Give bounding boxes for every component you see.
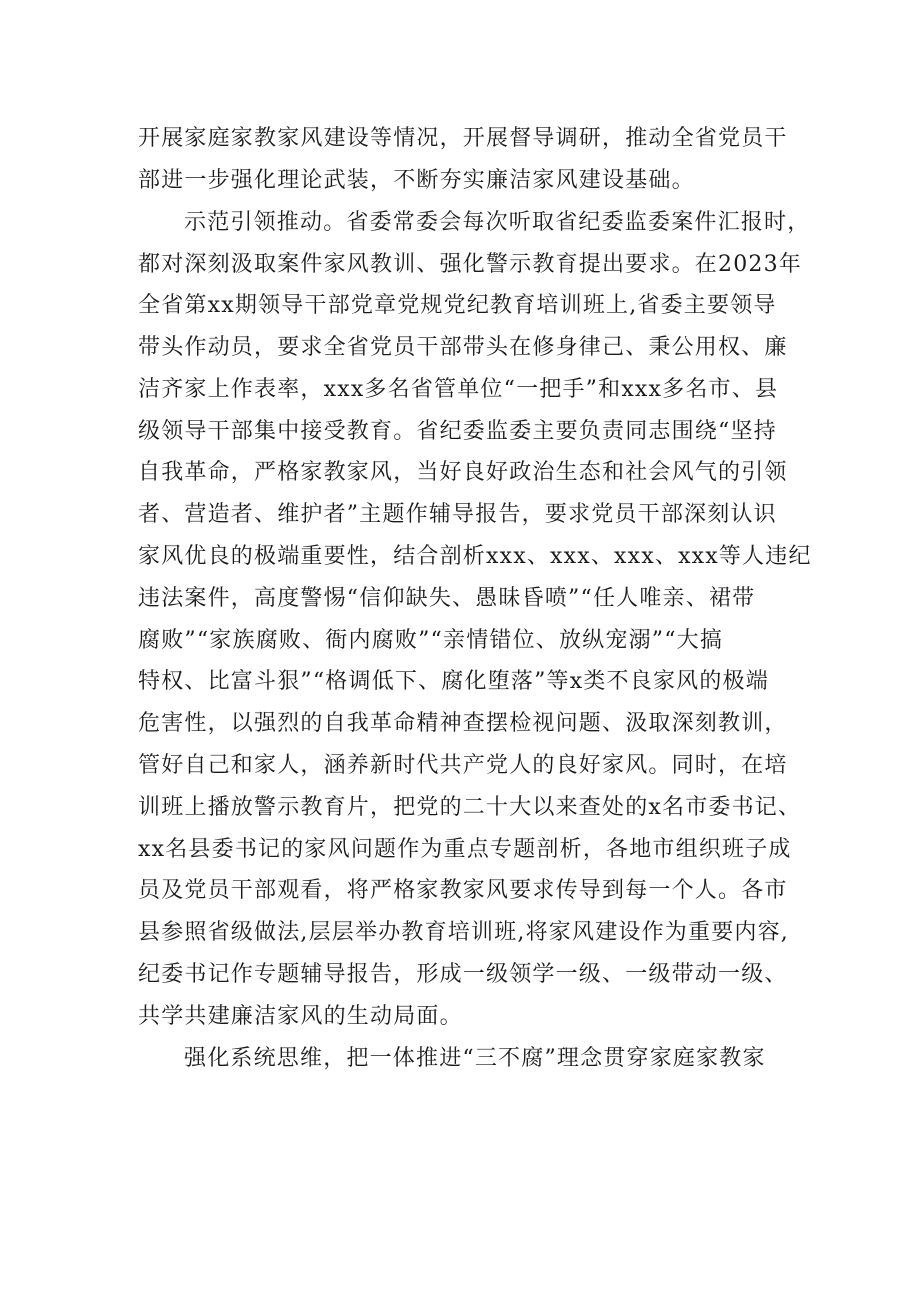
text-line: 特权、比富斗狠”“格调低下、腐化堕落”等x类不良家风的极端 <box>138 669 769 694</box>
text-line: 自我革命，严格家教家风，当好良好政治生态和社会风气的引领 <box>138 460 788 485</box>
paragraph-start-line: 强化系统思维，把一体推进“三不腐”理念贯穿家庭家教家 <box>184 1046 766 1071</box>
text-line: 危害性，以强烈的自我革命精神查摆检视问题、汲取深刻教训， <box>138 711 788 736</box>
paragraph-start-line: 示范引领推动。省委常委会每次听取省纪委监委案件汇报时， <box>184 210 811 235</box>
text-line: xx名县委书记的家风问题作为重点专题剖析，各地市组织班子成 <box>138 837 792 862</box>
text-line: 部进一步强化理论武装，不断夯实廉洁家风建设基础。 <box>138 168 695 193</box>
text-line: 都对深刻汲取案件家风教训、强化警示教育提出要求。在2023年 <box>138 252 802 277</box>
text-line: 全省第xx期领导干部党章党规党纪教育培训班上,省委主要领导 <box>138 293 777 318</box>
text-line: 级领导干部集中接受教育。省纪委监委主要负责同志围绕“坚持 <box>138 419 777 444</box>
text-line: 纪委书记作专题辅导报告，形成一级领学一级、一级带动一级、 <box>138 962 788 987</box>
text-line: 家风优良的极端重要性，结合剖析xxx、xxx、xxx、xxx等人违纪 <box>138 544 812 569</box>
text-line: 洁齐家上作表率，xxx多名省管单位“一把手”和xxx多名市、县 <box>138 377 779 402</box>
text-line: 带头作动员，要求全省党员干部带头在修身律己、秉公用权、廉 <box>138 335 788 360</box>
text-line: 开展家庭家教家风建设等情况，开展督导调研，推动全省党员干 <box>138 126 788 151</box>
text-line: 管好自己和家人，涵养新时代共产党人的良好家风。同时，在培 <box>138 753 788 778</box>
text-line: 者、营造者、维护者”主题作辅导报告，要求党员干部深刻认识 <box>138 502 777 527</box>
text-line: 腐败”“家族腐败、衙内腐败”“亲情错位、放纵宠溺”“大搞 <box>138 628 724 653</box>
text-line: 训班上播放警示教育片，把党的二十大以来查处的x名市委书记、 <box>138 795 802 820</box>
text-line: 员及党员干部观看，将严格家教家风要求传导到每一个人。各市 <box>138 878 788 903</box>
text-line: 共学共建廉洁家风的生动局面。 <box>138 1004 463 1029</box>
text-line: 违法案件，高度警惕“信仰缺失、愚昧昏喷”“任人唯亲、裙带 <box>138 586 756 611</box>
text-line: 县参照省级做法,层层举办教育培训班,将家风建设作为重要内容, <box>138 920 789 945</box>
